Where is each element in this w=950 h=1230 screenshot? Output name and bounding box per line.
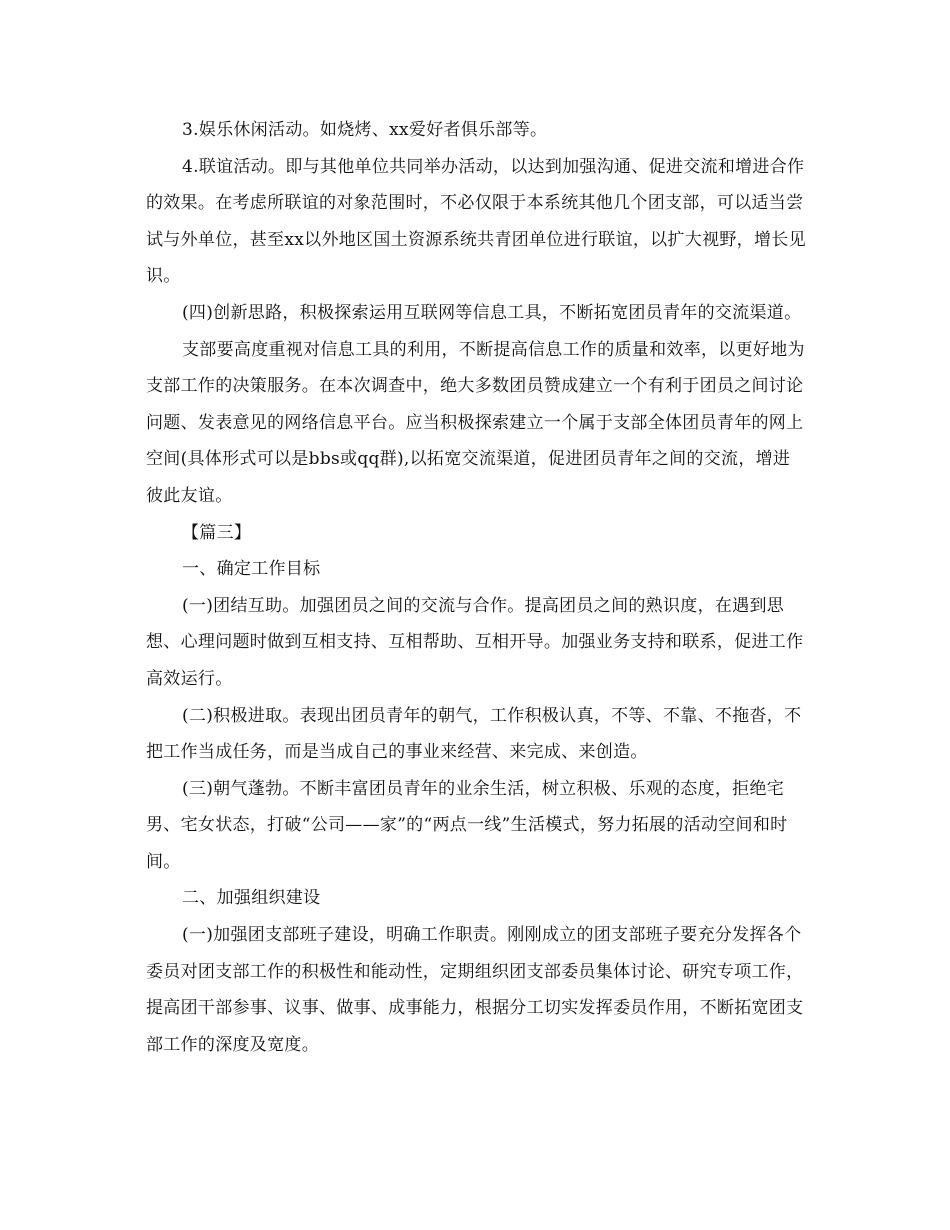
paragraph-entertainment-activities: 3.娱乐休闲活动。如烧烤、xx爱好者俱乐部等。 xyxy=(182,120,548,140)
paragraph-fellowship-activities: 4.联谊活动。即与其他单位共同举办活动，以达到加强沟通、促进交流和增进合作的效果。在考虑所联谊的对象范围时，不必仅限于本系统其他几个团支部，可以适当尝试与外单位，甚至xx以外地区国土资源系统共青团单位进行联谊，以扩大视野，增长见识。 xyxy=(146,156,806,287)
document-body xyxy=(146,112,806,1063)
paragraph-vitality: (三)朝气蓬勃。不断丰富团员青年的业余生活，树立积极、乐观的态度，拒绝宅男、宅女状态，打破“公司——家”的“两点一线”生活模式，努力拓展的活动空间和时间。 xyxy=(146,778,788,872)
paragraph-branch-team-building: (一)加强团支部班子建设，明确工作职责。刚刚成立的团支部班子要充分发挥各个委员对团支部工作的积极性和能动性，定期组织团支部委员集体讨论、研究专项工作，提高团干部参事、议事、做事、成事能力，根据分工切实发挥委员作用，不断拓宽团支部工作的深度及宽度。 xyxy=(146,925,804,1055)
heading-organization-building: 二、加强组织建设 xyxy=(182,888,321,909)
section-title-part-three: 【篇三】 xyxy=(182,522,252,543)
paragraph-unity-mutual-help: (一)团结互助。加强团员之间的交流与合作。提高团员之间的熟识度，在遇到思想、心理问题时做到互相支持、互相帮助、互相开导。加强业务支持和联系，促进工作高效运行。 xyxy=(146,595,804,689)
heading-work-goals: 一、确定工作目标 xyxy=(182,559,321,580)
paragraph-innovation-heading: (四)创新思路，积极探索运用互联网等信息工具，不断拓宽团员青年的交流渠道。 xyxy=(182,302,802,323)
paragraph-information-tools: 支部要高度重视对信息工具的利用，不断提高信息工作的质量和效率，以更好地为支部工作的决策服务。在本次调查中，绝大多数团员赞成建立一个有利于团员之间讨论问题、发表意见的网络信息平台。应当积极探索建立一个属于支部全体团员青年的网上空间(具体形式可以是bbs或qq群),以拓宽交流渠道，促进团员青年之间的交流，增进彼此友谊。 xyxy=(146,339,805,506)
paragraph-active-progress: (二)积极进取。表现出团员青年的朝气，工作积极认真，不等、不靠、不拖沓，不把工作当成任务，而是当成自己的事业来经营、来完成、来创造。 xyxy=(146,705,802,763)
